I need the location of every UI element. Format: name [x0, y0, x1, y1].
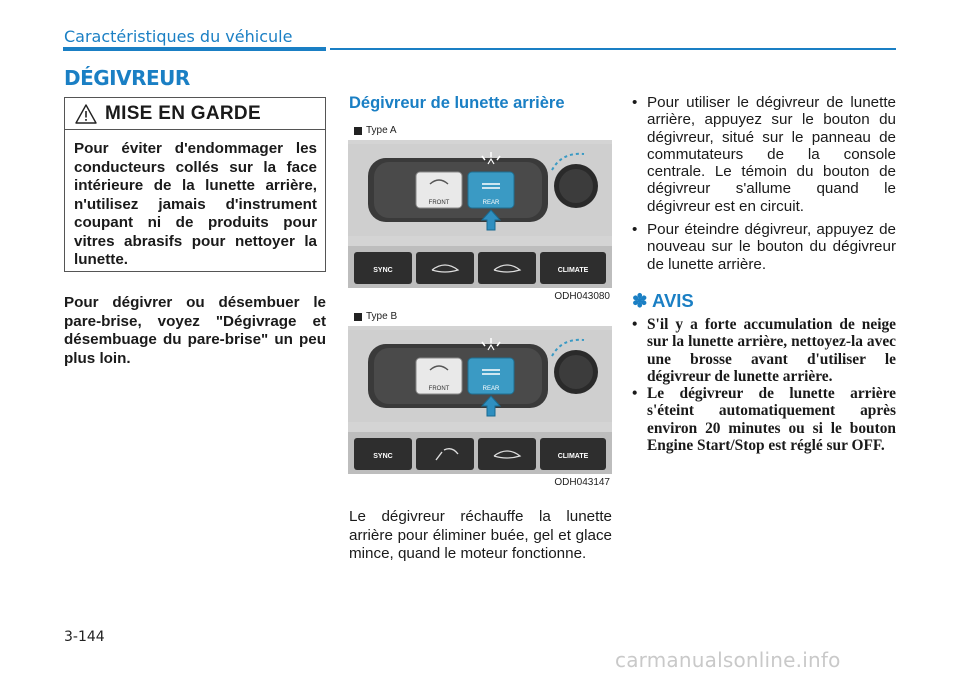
warning-heading: MISE EN GARDE [105, 102, 261, 124]
warning-triangle-icon [75, 104, 97, 124]
front-button-label-b: FRONT [428, 386, 450, 392]
list-item: • Pour éteindre dégivreur, appuyez de nouveau sur le bouton du dégivreur de lunette arrière. [632, 221, 896, 273]
notice-list [632, 316, 896, 454]
section-title: DÉGIVREUR [64, 66, 190, 90]
climate-panel-illustration-a [348, 140, 612, 288]
list-item: • S'il y a forte accumulation de neige sur la lunette arrière, nettoyez-la avec une brosse avant d'utiliser le dégivreur de lunette arrière. [632, 316, 896, 385]
watermark: carmanualsonline.info [615, 648, 841, 672]
front-button-label-a: FRONT [428, 200, 450, 206]
notice-title: ✽ AVIS [632, 290, 694, 311]
rear-button-label-b: REAR [482, 386, 500, 392]
figure-a-code: ODH043080 [554, 291, 610, 302]
rear-button-label-a: REAR [482, 200, 500, 206]
windshield-reference-paragraph: Pour dégivrer ou désembuer le pare-brise, voyez "Dégivrage et désembuage du pare-brise" un peu plus loin. [64, 294, 326, 367]
figure-b-code: ODH043147 [554, 477, 610, 488]
page-number: 3-144 [64, 629, 105, 645]
header-rule-secondary [330, 48, 896, 50]
figure-a-label: Type A [366, 125, 397, 136]
warning-box [64, 97, 326, 272]
climate-button-label-a: CLIMATE [557, 267, 589, 274]
list-item: • Le dégivreur de lunette arrière s'éteint automatiquement après environ 20 minutes ou si le bouton Engine Start/Stop est réglé sur OFF. [632, 385, 896, 454]
climate-panel-illustration-b [348, 326, 612, 474]
square-bullet-icon [354, 127, 362, 135]
figure-b-label: Type B [366, 311, 398, 322]
warning-header [65, 98, 325, 130]
usage-bullets [632, 94, 896, 279]
figure-type-a [348, 118, 612, 306]
sync-button-label-a: SYNC [373, 267, 393, 274]
rear-defroster-paragraph: Le dégivreur réchauffe la lunette arrière pour éliminer buée, gel et glace mince, quand le moteur fonctionne. [349, 508, 612, 562]
square-bullet-icon [354, 313, 362, 321]
figure-type-b [348, 304, 612, 492]
rear-defroster-title: Dégivreur de lunette arrière [349, 94, 565, 112]
list-item: • Pour utiliser le dégivreur de lunette arrière, appuyez sur le bouton du dégivreur, situé sur le panneau de commutateurs de la console centrale. Le témoin du bouton de dégivreur s'allume quand le dégivreur est en circuit. [632, 94, 896, 215]
warning-text: Pour éviter d'endommager les conducteurs collés sur la face intérieure de la lunette arrière, n'utilisez jamais d'instrument coupant ni de produits pour vitres abrasifs pour nettoyer la lunette. [74, 140, 317, 268]
page-header-title: Caractéristiques du véhicule [64, 27, 293, 46]
sync-button-label-b: SYNC [373, 453, 393, 460]
climate-button-label-b: CLIMATE [557, 453, 589, 460]
header-rule-primary [63, 47, 326, 51]
